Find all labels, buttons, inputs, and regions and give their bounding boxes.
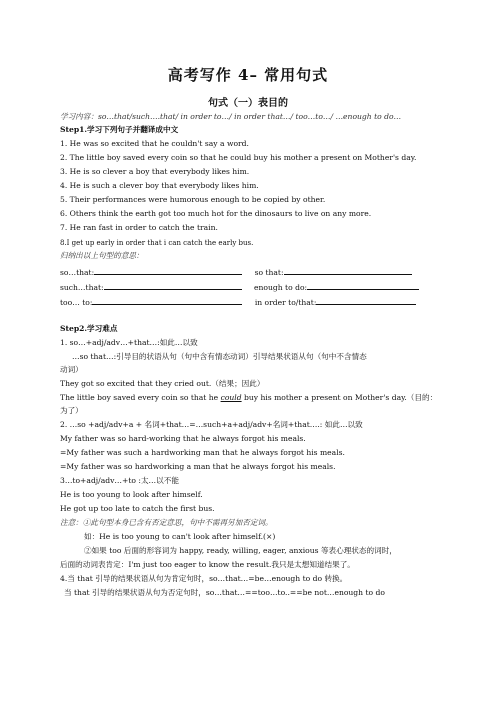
note-line: ②如果 too 后面的形容词为 happy, ready, willing, eager, anxious 等表心理状态的词时，: [84, 546, 397, 555]
example-line: 如：He is too young to can't look after himself.(×): [84, 532, 276, 541]
sentence: 6. Others think the earth got too much hot for the dinosaurs to live on any more.: [60, 209, 372, 218]
note-line: 为了）: [60, 406, 83, 415]
blank-row: [60, 281, 419, 292]
section-subtitle: 句式（一）表目的: [208, 98, 288, 109]
sentence: 3. He is so clever a boy that everybody likes him.: [60, 167, 250, 176]
blank-label: too… to:: [60, 298, 93, 307]
answer-blank[interactable]: [316, 296, 416, 305]
step1-heading: Step1.学习下列句子并翻译成中文: [60, 125, 179, 134]
summary-prompt: 归纳出以上句型的意思：: [60, 251, 144, 260]
example-text: The little boy saved every coin so that he: [60, 393, 219, 402]
answer-blank[interactable]: [94, 266, 242, 275]
learning-content: 学习内容：so…that/such….that/ in order to…/ in order that…/ too…to…/ …enough to do…: [60, 112, 402, 121]
blank-row: [60, 296, 416, 307]
blank-label: such…that:: [60, 283, 104, 292]
example-line: They got so excited that they cried out.（结果；因此）: [60, 379, 265, 388]
answer-blank[interactable]: [92, 296, 242, 305]
blank-label: in order to/that:: [254, 298, 317, 307]
attention-note: 注意：①此句型本身已含有否定意思，句中不需再另加否定词。: [60, 518, 273, 527]
example-line: [60, 393, 437, 403]
note-line: 当 that 引导的结果状语从句为否定句时，so…that…==too…to..==be not…enough to do: [64, 588, 385, 597]
example-text: buy his mother a present on Mother's day.（目的：: [241, 393, 438, 402]
blank-row: [60, 266, 412, 277]
sentence: 2. The little boy saved every coin so that he could buy his mother a present on Mother's day.: [60, 153, 417, 162]
sentence: 7. He ran fast in order to catch the train.: [60, 223, 218, 232]
note-line: 后面的动词表肯定：I'm just too eager to know the result.我只是太想知道结果了。: [60, 560, 355, 569]
example-line: My father was so hard-working that he always forgot his meals.: [60, 434, 306, 443]
underlined-word: could: [220, 393, 242, 402]
answer-blank[interactable]: [104, 281, 242, 290]
step2-heading: Step2.学习难点: [60, 324, 118, 333]
note-line: 3…to+adj/adv…+to :太…以不能: [60, 476, 179, 485]
blank-label: enough to do:: [254, 283, 308, 292]
sentence: 8.I get up early in order that i can catch the early bus.: [60, 239, 254, 247]
answer-blank[interactable]: [307, 281, 419, 290]
blank-label: so that:: [254, 268, 284, 277]
example-line: =My father was so hardworking a man that he always forgot his meals.: [60, 462, 336, 471]
example-line: =My father was such a hardworking man that he always forgot his meals.: [60, 448, 345, 457]
note-line: 动词）: [60, 365, 83, 374]
sentence: 1. He was so excited that he couldn't say a word.: [60, 139, 249, 148]
note-line: 4.当 that 引导的结果状语从句为肯定句时，so…that…=be…enough to do 转换。: [60, 574, 348, 583]
example-line: He got up too late to catch the first bus.: [60, 504, 215, 513]
example-line: He is too young to look after himself.: [60, 490, 203, 499]
sentence: 5. Their performances were humorous enough to be copied by other.: [60, 195, 326, 204]
page-title: 高考写作 4– 常用句式: [167, 66, 329, 84]
note-line: 1. so…+adj/adv…+that…:如此…以致: [60, 338, 198, 347]
answer-blank[interactable]: [284, 266, 412, 275]
note-line: 2. …so +adj/adv+a + 名词+that…=…such+a+adj/adv+名词+that….: 如此…以致: [60, 420, 363, 429]
blank-label: so…that:: [60, 268, 95, 277]
note-line: …so that…:引导目的状语从句（句中含有情态动词）引导结果状语从句（句中不含情态: [72, 352, 367, 361]
sentence: 4. He is such a clever boy that everybody likes him.: [60, 181, 259, 190]
